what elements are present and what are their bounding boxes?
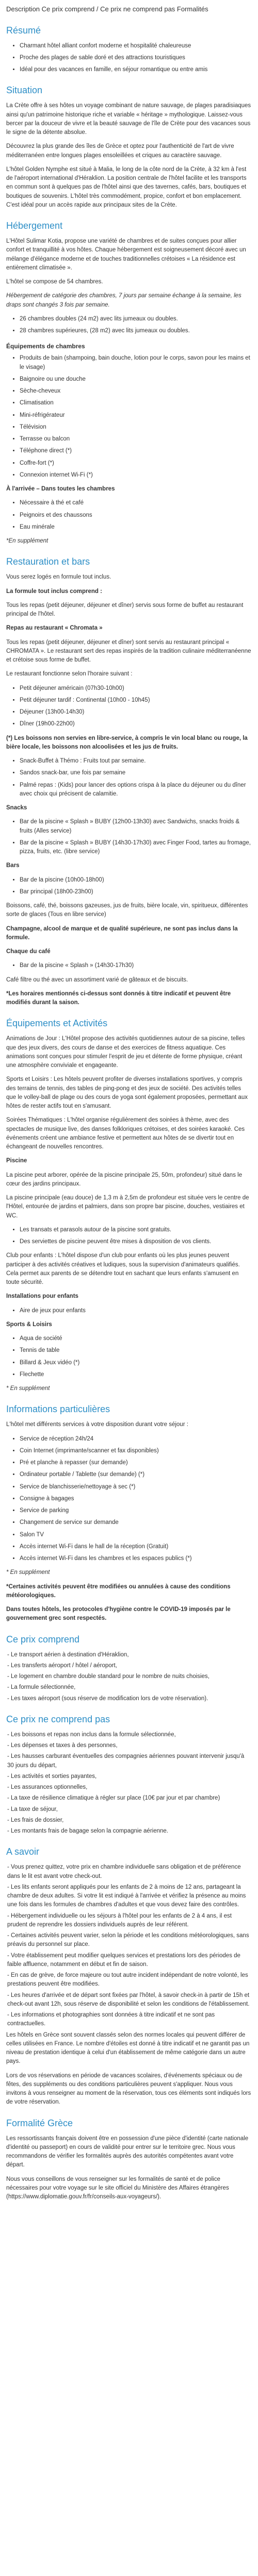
list-item: • Accès internet Wi-Fi dans le hall de la réception (Gratuit) (20, 1543, 252, 1551)
bars-list (6, 876, 252, 897)
bar-list (6, 757, 252, 799)
paragraph: Soirées Thématiques : L'hôtel organise régulièrement des soirées à thème, avec des spectacles de musique live, des danses folkloriques crétoises, et des soirées karaoké. Ces événements créent une ambiance festive et permettent aux hôtes de se divertir tout en échangeant de nouvelles rencontres. (6, 1117, 245, 1150)
list-item: • Téléphone direct (*) (20, 447, 252, 455)
room-list (6, 315, 252, 336)
list-item: • Bar de la piscine « Splash » BUBY (12h00-13h30) avec Sandwichs, snacks froids & fruits (Alles service) (20, 818, 252, 836)
list-item: - En cas de grève, de force majeure ou tout autre incident indépendant de notre volonté, les prestations peuvent être modifiées. (7, 1972, 248, 1988)
paragraph: Les ressortissants français doivent être en possession d'une pièce d'identité (carte nationale d'identité ou passeport) en cours de validité pour entrer sur le territoire grec. Nous vous recommandons de vérifier les formalités auprès des autorités compétentes avant votre départ. (6, 2135, 249, 2168)
list-item: • Bar de la piscine « Splash » (14h30-17h30) (20, 961, 252, 970)
list-item: - Les assurances optionnelles, (7, 1784, 88, 1790)
list-item: • Proche des plages de sable doré et des attractions touristiques (20, 54, 252, 62)
sports-list (6, 1334, 252, 1379)
list-item: • Coffre-fort (*) (20, 459, 252, 468)
list-item: • Pré et planche à repasser (sur demande) (20, 1459, 252, 1467)
weather-note: *Certaines activités peuvent être modifiées ou annulées à cause des conditions météorologiques. (6, 1583, 231, 1599)
list-item: - Le logement en chambre double standard pour le nombre de nuits choisies, (7, 1673, 209, 1680)
list-item: • Terrasse ou balcon (20, 435, 252, 444)
pool-list (6, 1226, 252, 1247)
paragraph: Sports et Loisirs : Les hôtels peuvent profiter de diverses installations sportives, y compris des terrains de tennis, des tables de ping-pong et des jeux de société. Des activités telles que le volley-ball de plage ou des cours de yoga sont également proposées, permettant aux hôtes de rester actifs tout en s'amusant. (6, 1076, 248, 1109)
drinks-note: (*) Les boissons non servies en libre-service, à compris le vin local blanc ou rouge, la bière locale, les boissons non alcoolisées et les jus de fruits. (6, 735, 248, 750)
covid-note: Dans toutes hôtels, les protocoles d'hygiène contre le COVID-19 imposés par le gouvernement grec sont respectés. (6, 1606, 231, 1622)
tabs-title: Description Ce prix comprend / Ce prix ne comprend pas Formalités (6, 5, 208, 13)
services-list (6, 1435, 252, 1564)
section-title-hebergement: Hébergement (6, 221, 63, 231)
subheading: Équipements de chambres (6, 343, 85, 350)
list-item: - Les taxes aéroport (sous réserve de modification lors de votre réservation). (7, 1695, 208, 1702)
paragraph: La Crète offre à ses hôtes un voyage combinant de nature sauvage, de plages paradisiaques ainsi qu'un patrimoine historique riche et variable « héritage » mythologique. Laissez-vous bercer par la douceur de vivre et la beauté sauvage de l'île de Crète pour des vacances sous le signe de la détente absolue. (6, 103, 251, 135)
paragraph: La piscine peut arborer, opérée de la piscine principale 25, 50m, profondeur) situé dans le cœur des jardins principaux. (6, 1172, 243, 1187)
list-item: - Les lits enfants seront appliqués pour les enfants de 2 à moins de 12 ans, partageant la chambre de deux adultes. Si votre lit est indiqué à l'arrivée et vérifiez la présence au moins une fois dans les formules de chambres d'adultes et que vous devez faire des contrôles. (7, 1884, 246, 1908)
list-item: • Mini-réfrigérateur (20, 411, 252, 420)
list-item: • Changement de service sur demande (20, 1518, 252, 1527)
label: Installations pour enfants (6, 1293, 78, 1300)
paragraph: Nous vous conseillons de vous renseigner sur les formalités de santé et de police nécessaires pour votre voyage sur le site officiel du Ministère des Affaires étrangères (https://www.diplomatie.gouv.fr/fr/conseils-aux-voyageurs/). (6, 2176, 229, 2200)
list-item: • Peignoirs et des chaussons (20, 511, 252, 520)
paragraph: L'hôtel Golden Nymphe est situé à Malia, le long de la côte nord de la Crète, à 32 km à l'est de l'aéroport international d'Héraklion. La position centrale de l'hôtel facilite et les transports en commun sont à quelques pas de l'hôtel ainsi que des tavernes, cafés, bars, boutiques et boutiques de souvenirs. L'hôtel très commodément, propice, confort et bon emplacement. C'est idéal pour un accès rapide aux principaux sites de la Crète. (6, 166, 247, 208)
section-title-ne-comprend: Ce prix ne comprend pas (6, 1714, 110, 1724)
paragraph: Découvrez la plus grande des îles de Grèce et optez pour l'authenticité de l'art de vivre méditerranéen entre longues plages ensoleillées et criques au caractère sauvage. (6, 143, 234, 159)
list-item: • Salon TV (20, 1531, 252, 1539)
list-item: • Produits de bain (shampoing, bain douche, lotion pour le corps, savon pour les mains et le visage) (20, 354, 252, 372)
section-title-formalite: Formalité Grèce (6, 2117, 73, 2128)
list-item: - Les informations et photographies sont données à titre indicatif et ne sont pas contractuelles. (7, 2012, 215, 2027)
list-item: • Dîner (19h00-22h00) (20, 720, 252, 728)
paragraph: Hébergement de catégorie des chambres, 7 jours par semaine échange à la semaine, les draps sont changés 3 fois par semaine. (6, 293, 241, 308)
paragraph: Vous serez logés en formule tout inclus. (6, 574, 111, 581)
label: La formule tout inclus comprend : (6, 588, 102, 595)
list-item: - Les hausses carburant éventuelles des compagnies aériennes pouvant intervenir jusqu'à 30 jours du départ, (7, 1753, 245, 1769)
list-item: • Tennis de table (20, 1346, 252, 1355)
supplement-note: * En supplément (6, 1385, 50, 1392)
section-title-activites: Équipements et Activités (6, 1018, 108, 1029)
list-item: • Connexion internet Wi-Fi (*) (20, 471, 252, 480)
list-item: - Les heures d'arrivée et de départ sont fixées par l'hôtel, à savoir check-in à partir de 15h et check-out avant 12h, sous réserve de disponibilité et selon les conditions de l'établissement. (7, 1992, 250, 2007)
paragraph: Animations de Jour : L'Hôtel propose des activités quotidiennes autour de sa piscine, telles que des jeux divers, des cours de danse et des exercices de fitness aquatique. Ces animations sont conçues pour stimuler l'esprit de jeu et détente de forme physique, créant une atmosphère conviviale et engageante. (6, 1036, 245, 1069)
section-title-restauration: Restauration et bars (6, 556, 90, 567)
resume-list (6, 42, 252, 75)
section-title-comprend: Ce prix comprend (6, 1634, 80, 1645)
paragraph: Le restaurant fonctionne selon l'horaire suivant : (6, 671, 133, 677)
list-item: • Flechette (20, 1370, 252, 1379)
paragraph: Boissons, café, thé, boissons gazeuses, jus de fruits, bière locale, vin, spiritueux, différentes sorte de glaces (Tous en libre service) (6, 903, 248, 918)
list-item: • Sèche-cheveux (20, 387, 252, 396)
paragraph: Club pour enfants : L'hôtel dispose d'un club pour enfants où les plus jeunes peuvent participer à des activités créatives et ludiques, sous la supervision d'animateurs qualifiés. Cela permet aux parents de se détendre tout en sachant que leurs enfants s'amusent en toute sécurité. (6, 1252, 240, 1285)
label: Sports & Loisirs (6, 1321, 52, 1328)
list-item: - Hébergement individuelle ou les séjours à l'hôtel pour les enfants de 2 à 4 ans, il est prudent de reprendre les dossiers individuels auprès de leur référent. (7, 1912, 232, 1928)
list-item: • Service de blanchisserie/nettoyage à sec (*) (20, 1483, 252, 1492)
list-item: • Aqua de société (20, 1334, 252, 1343)
list-item: • Accès internet Wi-Fi dans les chambres et les espaces publics (*) (20, 1554, 252, 1563)
section-title-savoir: A savoir (6, 1846, 40, 1857)
list-item: - Les frais de dossier, (7, 1817, 64, 1823)
list-item: • Billard & Jeux vidéo (*) (20, 1359, 252, 1367)
list-item: • Consigne à bagages (20, 1495, 252, 1503)
list-item: • Idéal pour des vacances en famille, en séjour romantique ou entre amis (20, 65, 252, 74)
arrival-note: À l'arrivée – Dans toutes les chambres (6, 486, 115, 492)
list-item: - Le transport aérien à destination d'Héraklion, (7, 1651, 129, 1658)
list-item: • Palmé repas : (Kids) pour lancer des options crispa à la place du déjeuner ou du dîner avec choix qui précisent de calamitie. (20, 781, 252, 799)
label: Piscine (6, 1158, 27, 1164)
paragraph: L'hôtel se compose de 54 chambres. (6, 279, 103, 285)
label: Bars (6, 862, 20, 869)
list-item: • Service de réception 24h/24 (20, 1435, 252, 1444)
list-item: - La formule sélectionnée, (7, 1684, 76, 1691)
supplement-note: *En supplément (6, 538, 49, 544)
list-item: • Bar de la piscine (10h00-18h00) (20, 876, 252, 885)
list-item: - La taxe de séjour, (7, 1806, 58, 1812)
equipment-list (6, 354, 252, 480)
list-item: - Votre établissement peut modifier quelques services et prestations lors des périodes de faible affluence, notamment en début et fin de saison. (7, 1952, 240, 1968)
list-item: • Des serviettes de piscine peuvent être mises à disposition de vos clients. (20, 1238, 252, 1246)
label: Repas au restaurant « Chromata » (6, 625, 103, 632)
list-item: • Déjeuner (13h00-14h30) (20, 708, 252, 717)
list-item: - La taxe de résilience climatique à régler sur place (10€ par jour et par chambre) (7, 1795, 220, 1802)
arrival-list (6, 499, 252, 532)
list-item: - Les dépenses et taxes à des personnes, (7, 1742, 118, 1749)
paragraph: Champagne, alcool de marque et de qualité supérieure, ne sont pas inclus dans la formule. (6, 925, 238, 941)
cafe-list (6, 961, 252, 970)
label: Chaque du café (6, 948, 51, 955)
section-title-informations: Informations particulières (6, 1404, 110, 1415)
list-item: • Coin Internet (imprimante/scanner et fax disponibles) (20, 1447, 252, 1455)
list-item: • Les transats et parasols autour de la piscine sont gratuits. (20, 1226, 252, 1234)
list-item: - Certaines activités peuvent varier, selon la période et les conditions météorologiques, sans préavis du personnel sur place. (7, 1933, 249, 1948)
list-item: • Bar de la piscine « Splash » BUBY (14h30-17h30) avec Finger Food, tartes au fromage, pizza, fruits, etc. (libre service) (20, 839, 252, 857)
list-item: • Service de parking (20, 1506, 252, 1515)
paragraph: Lors de vos réservations en période de vacances scolaires, d'événements spéciaux ou de fêtes, des suppléments ou des conditions particulières peuvent s'appliquer. Nous vous invitons à vous renseigner au moment de la réservation, tous ces éléments sont indiqués lors de votre réservation. (6, 2072, 251, 2106)
list-item: • Charmant hôtel alliant confort moderne et hospitalité chaleureuse (20, 42, 252, 50)
notes-list (6, 1863, 252, 2028)
list-item: - Les transferts aéroport / hôtel / aéroport, (7, 1662, 117, 1669)
list-item: • Petit déjeuner américain (07h30-10h00) (20, 684, 252, 693)
supplement-note: * En supplément (6, 1569, 50, 1576)
list-item: • Ordinateur portable / Tablette (sur demande) (*) (20, 1470, 252, 1479)
list-item: • Sandos snack-bar, une fois par semaine (20, 769, 252, 777)
list-item: • Snack-Buffet à Thémo : Fruits tout par semaine. (20, 757, 252, 766)
section-title-situation: Situation (6, 85, 43, 96)
list-item: • Baignoire ou une douche (20, 375, 252, 384)
list-item: • Eau minérale (20, 523, 252, 532)
list-item: • Bar principal (18h00-23h00) (20, 888, 252, 896)
snacks-list (6, 818, 252, 856)
paragraph: Tous les repas (petit déjeuner, déjeuner et dîner) sont servis au restaurant principal « CHROMATA ». Le restaurant sert des repas inspirés de la tradition culinaire méditerranéenne et crétoise sous forme de buffet. (6, 639, 251, 663)
paragraph: L'Hôtel Sulimar Kotia, propose une variété de chambres et de suites conçues pour allier confort et tranquillité à vos hôtes. Chaque hébergement est soigneusement décoré avec un mélange d'élégance moderne et de touches traditionnelles crétoises « La résidence est entièrement climatisée ». (6, 238, 246, 271)
list-item: • Petit déjeuner tardif : Continental (10h00 - 10h45) (20, 696, 252, 705)
list-item: - Vous prenez quittez, votre prix en chambre individuelle sans obligation et de préférence dans le lit est avant votre check-out. (7, 1864, 241, 1879)
section-title-resume: Résumé (6, 25, 41, 36)
excluded-list (6, 1731, 252, 1836)
list-item: - Les activités et sorties payantes, (7, 1773, 97, 1780)
paragraph: La piscine principale (eau douce) de 1,3 m à 2,5m de profondeur est située vers le centre de l'Hôtel, entourée de jardins et palmiers, dans son propre bar piscine, douches, vestiaires et WC. (6, 1195, 249, 1219)
hours-list (6, 684, 252, 729)
kids-list (6, 1307, 252, 1315)
paragraph: Les hôtels en Grèce sont souvent classés selon des normes locales qui peuvent différer de celles utilisées en France. Le nombre d'étoiles est donné à titre indicatif et ne garantit pas un niveau de prestation identique à celui d'un établissement de même catégorie dans un autre pays. (6, 2031, 250, 2065)
list-item: - Les boissons et repas non inclus dans la formule sélectionnée, (7, 1731, 176, 1738)
list-item: • 28 chambres supérieures, (28 m2) avec lits jumeaux ou doubles. (20, 327, 252, 335)
list-item: - Les montants frais de bagage selon la compagnie aérienne. (7, 1828, 168, 1834)
list-item: • Aire de jeux pour enfants (20, 1307, 252, 1315)
hours-note: *Les horaires mentionnés ci-dessus sont donnés à titre indicatif et peuvent être modifiés durant la saison. (6, 990, 231, 1006)
paragraph: L'hôtel met différents services à votre disposition durant votre séjour : (6, 1421, 188, 1428)
included-list (6, 1651, 252, 1703)
list-item: • Télévision (20, 423, 252, 432)
list-item: • Climatisation (20, 399, 252, 408)
list-item: • Nécessaire à thé et café (20, 499, 252, 507)
label: Snacks (6, 805, 27, 811)
list-item: • 26 chambres doubles (24 m2) avec lits jumeaux ou doubles. (20, 315, 252, 324)
paragraph: Tous les repas (petit déjeuner, déjeuner et dîner) servis sous forme de buffet au restaurant principal de l'hôtel. (6, 602, 244, 617)
paragraph: Café filtre ou thé avec un assortiment varié de gâteaux et de biscuits. (6, 976, 188, 983)
